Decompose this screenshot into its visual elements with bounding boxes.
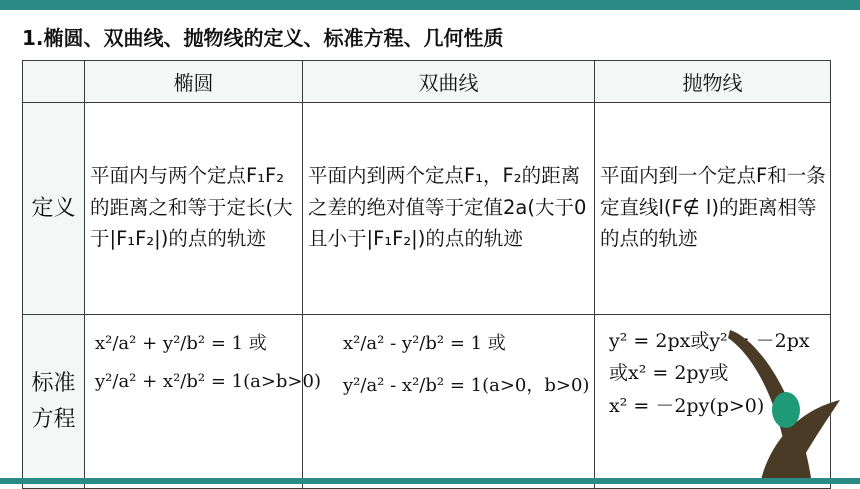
ellipse-definition: 平面内与两个定点F₁F₂的距离之和等于定长(大于|F₁F₂|)的点的轨迹 <box>85 103 303 315</box>
page-title: 1.椭圆、双曲线、抛物线的定义、标准方程、几何性质 <box>22 26 504 50</box>
parabola-equation-2: 或x² = 2py或 <box>609 362 729 385</box>
hyperbola-equation-1: x²/a² - y²/b² = 1 或 <box>343 333 506 354</box>
ellipse-equation-2: y²/a² + x²/b² = 1(a>b>0) <box>95 371 321 392</box>
parabola-definition: 平面内到一个定点F和一条定直线l(F∉ l)的距离相等的点的轨迹 <box>595 103 831 315</box>
parabola-equation-3: x² = －2py(p>0) <box>609 394 765 417</box>
parabola-equation-1: y² = 2px或y² = －2px <box>609 330 810 352</box>
header-ellipse: 椭圆 <box>85 61 303 103</box>
bottom-accent-band <box>0 478 860 484</box>
hyperbola-definition: 平面内到两个定点F₁，F₂的距离之差的绝对值等于定值2a(大于0且小于|F₁F₂|)的点的轨迹 <box>303 103 595 315</box>
leaf-green-shape <box>772 392 800 428</box>
hyperbola-equation-2: y²/a² - x²/b² = 1(a>0，b>0) <box>343 375 590 396</box>
row-label-text: 标准方程 <box>31 371 76 432</box>
header-hyperbola: 双曲线 <box>303 61 595 103</box>
header-parabola: 抛物线 <box>595 61 831 103</box>
ellipse-equation-1: x²/a² + y²/b² = 1 或 <box>95 333 267 354</box>
row-label-definition: 定义 <box>23 103 85 315</box>
